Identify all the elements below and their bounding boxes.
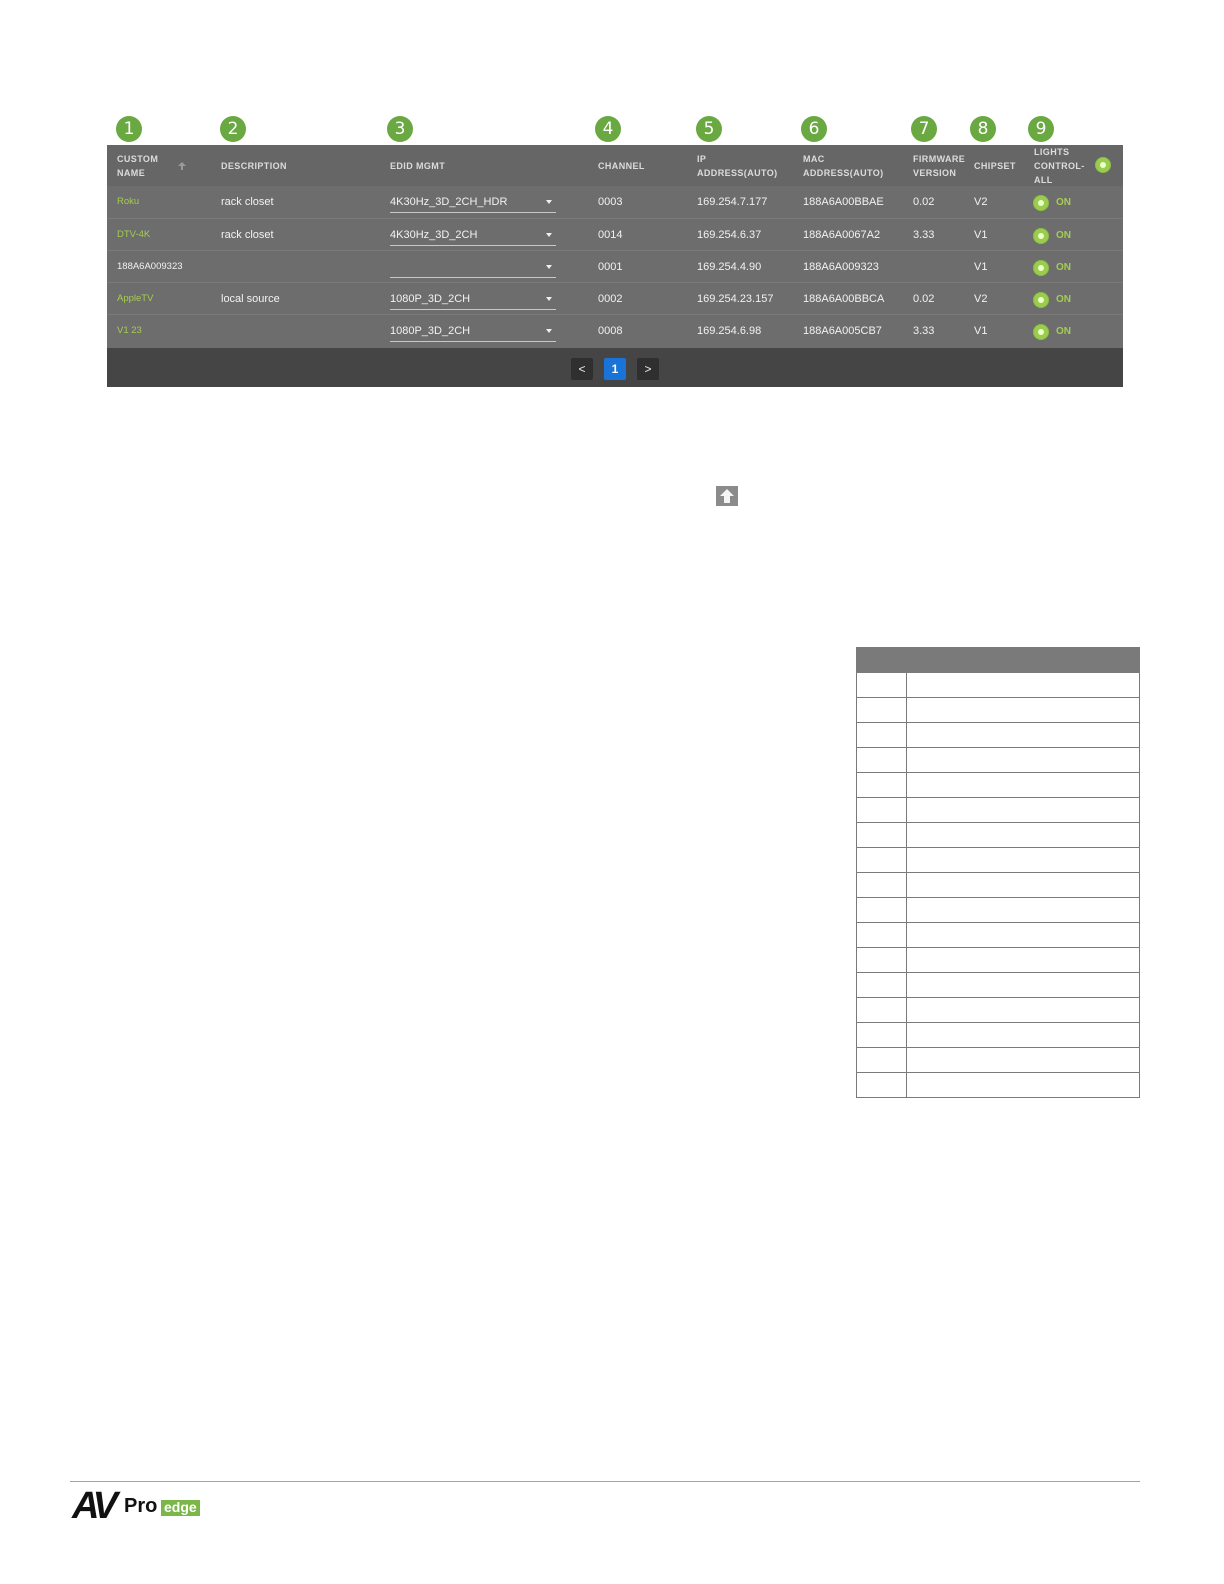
header-ip-address[interactable]: IP ADDRESS(AUTO) [697, 154, 778, 178]
callout-3: 3 [387, 116, 413, 142]
description-cell[interactable]: rack closet [221, 196, 274, 208]
header-chipset[interactable]: CHIPSET [974, 161, 1016, 171]
table-row [857, 898, 1140, 923]
custom-name-cell[interactable]: AppleTV [117, 293, 154, 304]
arrow-up-icon [716, 486, 738, 506]
chipset-cell: V1 [974, 261, 988, 273]
table-row [857, 773, 1140, 798]
header-firmware-version[interactable]: FIRMWARE VERSION [913, 154, 966, 178]
table-row [107, 186, 1123, 218]
edid-select[interactable] [390, 289, 556, 310]
light-status: ON [1056, 262, 1071, 274]
mac-cell: 188A6A005CB7 [803, 325, 882, 337]
page-1-button[interactable]: 1 [604, 358, 626, 380]
table-row [857, 873, 1140, 898]
firmware-cell: 3.33 [913, 325, 935, 337]
light-toggle[interactable] [1034, 194, 1071, 210]
ip-cell: 169.254.4.90 [697, 261, 762, 273]
table-row [857, 748, 1140, 773]
mac-cell: 188A6A00BBCA [803, 293, 885, 305]
ip-cell: 169.254.23.157 [697, 293, 774, 305]
sort-up-icon[interactable] [177, 158, 187, 168]
chevron-down-icon [546, 265, 552, 269]
prev-page-button[interactable]: < [571, 358, 593, 380]
header-custom-name[interactable]: CUSTOM NAME [117, 154, 159, 178]
chipset-cell: V2 [974, 196, 988, 208]
table-row [107, 250, 1123, 283]
callout-8: 8 [970, 116, 996, 142]
table-row [857, 823, 1140, 848]
header-mac-address[interactable]: MAC ADDRESS(AUTO) [803, 154, 884, 178]
channel-cell[interactable]: 0003 [598, 196, 623, 208]
table-row [857, 798, 1140, 823]
table-row [857, 948, 1140, 973]
reference-table-header [857, 648, 1140, 673]
callout-6: 6 [801, 116, 827, 142]
channel-cell[interactable]: 0002 [598, 293, 623, 305]
channel-cell[interactable]: 0001 [598, 261, 623, 273]
footer-divider [70, 1481, 1140, 1482]
mac-cell: 188A6A009323 [803, 261, 879, 273]
firmware-cell: 0.02 [913, 196, 935, 208]
mac-cell: 188A6A00BBAE [803, 196, 884, 208]
header-lights-control-all: LIGHTS CONTROL-ALL [1034, 147, 1085, 185]
chevron-down-icon [546, 297, 552, 301]
light-toggle[interactable] [1034, 227, 1071, 243]
custom-name-cell[interactable]: DTV-4K [117, 229, 151, 240]
table-row [857, 1023, 1140, 1048]
chipset-cell: V1 [974, 229, 988, 241]
reference-table [856, 647, 1140, 1098]
led-icon [1034, 229, 1048, 243]
led-icon [1034, 196, 1048, 210]
chevron-down-icon [546, 329, 552, 333]
logo-pro: Pro [124, 1495, 158, 1517]
next-page-button[interactable]: > [637, 358, 659, 380]
chipset-cell: V2 [974, 293, 988, 305]
logo-av: AV [72, 1485, 114, 1527]
firmware-cell: 3.33 [913, 229, 935, 241]
table-row [857, 848, 1140, 873]
table-row [857, 723, 1140, 748]
edid-select[interactable] [390, 321, 556, 342]
table-row [857, 1048, 1140, 1073]
table-row [857, 1073, 1140, 1098]
light-status: ON [1056, 230, 1071, 242]
custom-name-cell[interactable]: Roku [117, 196, 140, 207]
table-row [857, 673, 1140, 698]
edid-select[interactable] [390, 257, 556, 278]
edid-select-value: 1080P_3D_2CH [390, 325, 471, 337]
callout-7: 7 [911, 116, 937, 142]
table-row [107, 282, 1123, 315]
light-toggle[interactable] [1034, 323, 1071, 339]
channel-cell[interactable]: 0008 [598, 325, 623, 337]
channel-cell[interactable]: 0014 [598, 229, 623, 241]
custom-name-cell[interactable]: V1 23 [117, 325, 142, 336]
led-icon [1034, 293, 1048, 307]
ip-cell: 169.254.6.37 [697, 229, 762, 241]
edid-select[interactable] [390, 192, 556, 213]
table-row [857, 998, 1140, 1023]
light-toggle[interactable] [1034, 291, 1071, 307]
firmware-cell: 0.02 [913, 293, 935, 305]
pagination [107, 348, 1123, 387]
table-row [857, 698, 1140, 723]
callout-2: 2 [220, 116, 246, 142]
table-row [857, 923, 1140, 948]
light-status: ON [1056, 294, 1071, 306]
chipset-cell: V1 [974, 325, 988, 337]
callout-1: 1 [116, 116, 142, 142]
callout-5: 5 [696, 116, 722, 142]
chevron-down-icon [546, 233, 552, 237]
ip-cell: 169.254.6.98 [697, 325, 762, 337]
edid-select-value: 4K30Hz_3D_2CH_HDR [390, 196, 508, 208]
edid-select[interactable] [390, 225, 556, 246]
device-table [107, 145, 1123, 387]
light-status: ON [1056, 197, 1071, 209]
table-row [107, 314, 1123, 347]
edid-select-value: 1080P_3D_2CH [390, 293, 471, 305]
avproedge-logo [72, 1487, 212, 1531]
description-cell[interactable]: rack closet [221, 229, 274, 241]
header-description[interactable]: DESCRIPTION [221, 161, 287, 171]
edid-select-value: 4K30Hz_3D_2CH [390, 229, 478, 241]
light-toggle[interactable] [1034, 259, 1071, 275]
lights-all-toggle-icon[interactable] [1096, 158, 1110, 172]
logo-edge: edge [161, 1500, 200, 1516]
led-icon [1034, 261, 1048, 275]
mac-cell: 188A6A0067A2 [803, 229, 881, 241]
table-header [107, 145, 1123, 186]
ip-cell: 169.254.7.177 [697, 196, 768, 208]
table-row [857, 973, 1140, 998]
header-channel[interactable]: CHANNEL [598, 161, 645, 171]
led-icon [1034, 325, 1048, 339]
table-row [107, 218, 1123, 251]
light-status: ON [1056, 326, 1071, 338]
description-cell[interactable]: local source [221, 293, 280, 305]
chevron-down-icon [546, 200, 552, 204]
callout-9: 9 [1028, 116, 1054, 142]
header-edid-mgmt[interactable]: EDID MGMT [390, 161, 446, 171]
custom-name-cell[interactable]: 188A6A009323 [117, 261, 183, 272]
callout-4: 4 [595, 116, 621, 142]
